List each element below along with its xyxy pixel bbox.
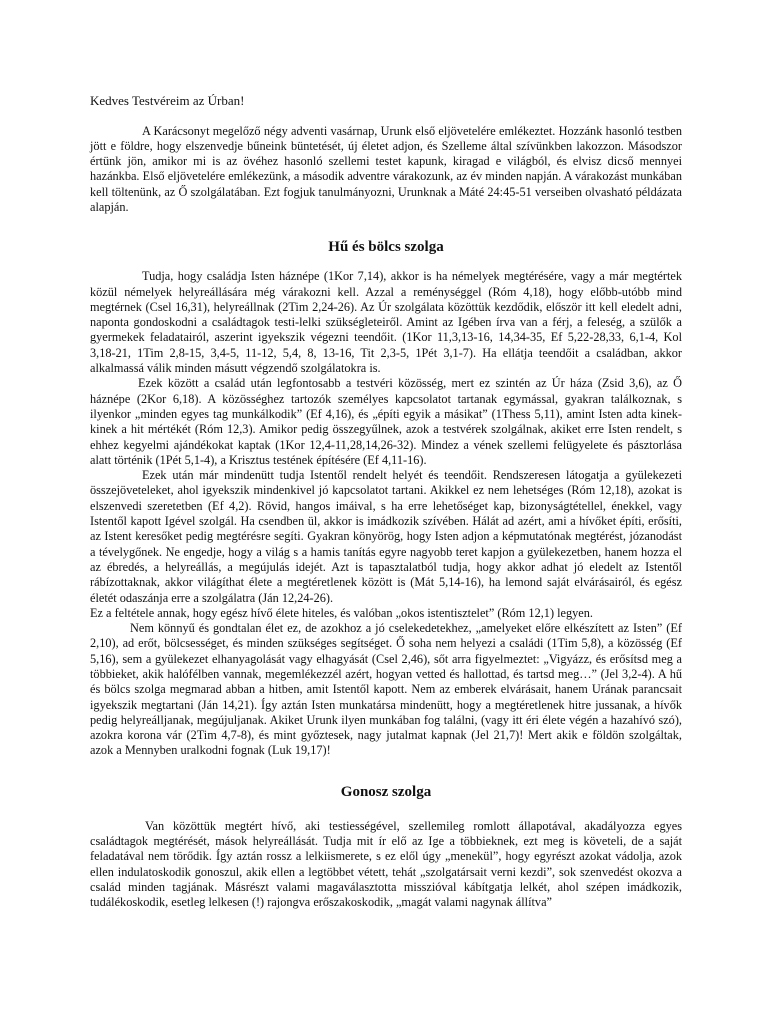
paragraph: Nem könnyű és gondtalan élet ez, de azokhoz a jó cselekedetekhez, „amelyeket előre elkészített az Isten” (Ef 2,10), ad erőt, bölcsességet, és minden szükséges segítséget. Ő soha nem helyezi a családi (1Tim 5,8), a közösség (Ef 5,16), sem a gyülekezet elhanyagolását vagy elhagyását (Csel 2,46), sőt arra figyelmeztet: „Vigyázz, és erősítsd meg a többieket, akik halófélben vannak, megemlékezzél azért, hogyan vetted és hallottad, és tartsd meg…” (Jel 3,2-4). A hű és bölcs szolga megmarad abban a hitben, amit Istentől kapott. Nem az emberek elvárásait, hanem Urának parancsait igyekszik megtartani (Ján 14,21). Így aztán Isten munkatársa mindenütt, hogy a megtéretlenek hitre jussanak, a hívők pedig helyreálljanak, megújuljanak. Akiket Urunk ilyen munkában fog találni, (vagy itt éri élete végén a hazahívó szó), azokra korona vár (2Tim 4,7-8), és mint győztesek, nagy jutalmat kapnak (Jel 21,7)! Mert akik e földön szolgáltak, azok a Mennyben uralkodni fognak (Luk 19,17)! [90, 621, 682, 758]
paragraph: Van közöttük megtért hívő, aki testiességével, szellemileg romlott állapotával, akadályozza egyes családtagok megtérését, mások helyreállását. Tudja mit ír elő az Ige a többieknek, ezt meg is követeli, de a saját feladatával nem törődik. Így aztán rossz a lelkiismerete, s ez elől úgy „menekül”, hogy egyrészt azokat vádolja, azok ellen indulatoskodik gonoszul, akik ellen a legtöbbet vétett, tehát „szolgatársait verni kezdi”, sok szenvedést okozva a család minden tagjának. Másrészt valami magaválasztotta misszióval kábítgatja lelkét, ahol szépen imádkozik, tudálékoskodik, esetleg lelkesen (!) rajongva erőszakoskodik, „magát valami nagynak állítva” [90, 818, 682, 910]
paragraph: Ez a feltétele annak, hogy egész hívő élete hiteles, és valóban „okos istentisztelet” (Róm 12,1) legyen. [90, 605, 593, 620]
paragraph: Tudja, hogy családja Isten háznépe (1Kor 7,14), akkor is ha némelyek megtérésére, vagy a már megtértek közül némelyek helyreállására még várakozni kell. Azzal a reménységgel (Róm 4,18), hogy előbb-utóbb mind megtérnek (Csel 16,31), helyreállnak (2Tim 2,24-26). Az Úr szolgálata közöttük kezdődik, először itt kell eledelt adni, naponta gondoskodni a családtagok testi-lelki szükségleteiről. Amint az Igében írva van a férj, a feleség, a szülők a gyermekek feladatairól, aszerint igyekszik végezni teendőit. (1Kor 11,3,13-16, 14,34-35, Ef 5,22-28,33, 6,1-4, Kol 3,18-21, 1Tim 2,8-15, 3,4-5, 11-12, 5,4, 8, 13-16, Tit 2,3-5, 1Pét 3,1-7). Ha ellátja teendőit a családban, akkor alkalmassá válik minden másutt végzendő szolgálatokra is. [90, 269, 682, 376]
intro-paragraph: A Karácsonyt megelőző négy adventi vasárnap, Urunk első eljövetelére emlékeztet. Hozzánk hasonló testben jött e földre, hogy elszenvedje bűneink büntetését, új életet adjon, és Szelleme által szívünkben lakozzon. Másodszor értünk jön, amikor mi is az övéhez hasonló szellemi testet kapunk, kiragad e világból, és elvisz dicső mennyei hazánkba. Első eljövetelére emlékezünk, a második adventre várakozunk, az év minden napján. A várakozást munkában kell töltenünk, az Ő szolgálatában. Ezt fogjuk tanulmányozni, Urunknak a Máté 24:45-51 verseiben olvasható példázata alapján. [90, 123, 682, 214]
section-title-faithful-servant: Hű és bölcs szolga [328, 239, 444, 256]
paragraph: Ezek között a család után legfontosabb a testvéri közösség, mert ez szintén az Úr háza (Zsid 3,6), az Ő háznépe (2Kor 6,18). A közösséghez tartozók személyes kapcsolatot tartanak egymással, gyakran találkoznak, s ilyenkor „minden egyes tag munkálkodik” (Ef 4,16), és „építi egyik a másikat” (1Thess 5,11), amint Isten adta kinek-kinek a hit mértékét (Róm 12,3). Amikor pedig összegyűlnek, azok a testvérek szolgálnak, akiket erre Isten rendelt, s ehhez kegyelmi ajándékokat kaptak (1Kor 12,4-11,28,14,26-32). Mindez a vének szellemi felügyelete és pásztorlása alatt történik (1Pét 5,1-4), a Krisztus testének építésére (Ef 4,11-16). [90, 376, 682, 467]
paragraph: Ezek után már mindenütt tudja Istentől rendelt helyét és teendőit. Rendszeresen látogatja a gyülekezeti összejöveteleket, ahol igyekszik mindenkivel jó kapcsolatot tartani. Akikkel ez nem lehetséges (Róm 12,18), azokat is elszenvedi szeretetben (Ef 4,2). Rövid, hangos imáival, s ha erre lehetőséget kap, bizonyságtétellel, énekkel, vagy Istentől kapott Igével szolgál. Ha csendben ül, akkor is imádkozik szívében. Hálát ad azért, ami a hívőket építi, erősíti, az Istent keresőket pedig megtérésre segíti. Gyakran könyörög, hogy Isten adjon a képmutatónak megtérést, józanodást a tévelygőnek. Ne engedje, hogy a világ s a hamis tanítás egyre nagyobb teret kapjon a gyülekezetben, hanem hozza el az ébredés, a helyreállás, a megújulás idejét. Azt is tapasztalatból tudja, hogy akkor adhat jó eledelt az Istentől rábízottaknak, akkor világíthat élete a megtéretlenek között is (Mát 5,14-16), ha lemond saját elvárásairól, és egész életét odaszánja erre a szolgálatra (Ján 12,24-26). [90, 468, 682, 605]
greeting: Kedves Testvéreim az Úrban! [90, 93, 245, 108]
section-title-wicked-servant: Gonosz szolga [340, 783, 432, 800]
